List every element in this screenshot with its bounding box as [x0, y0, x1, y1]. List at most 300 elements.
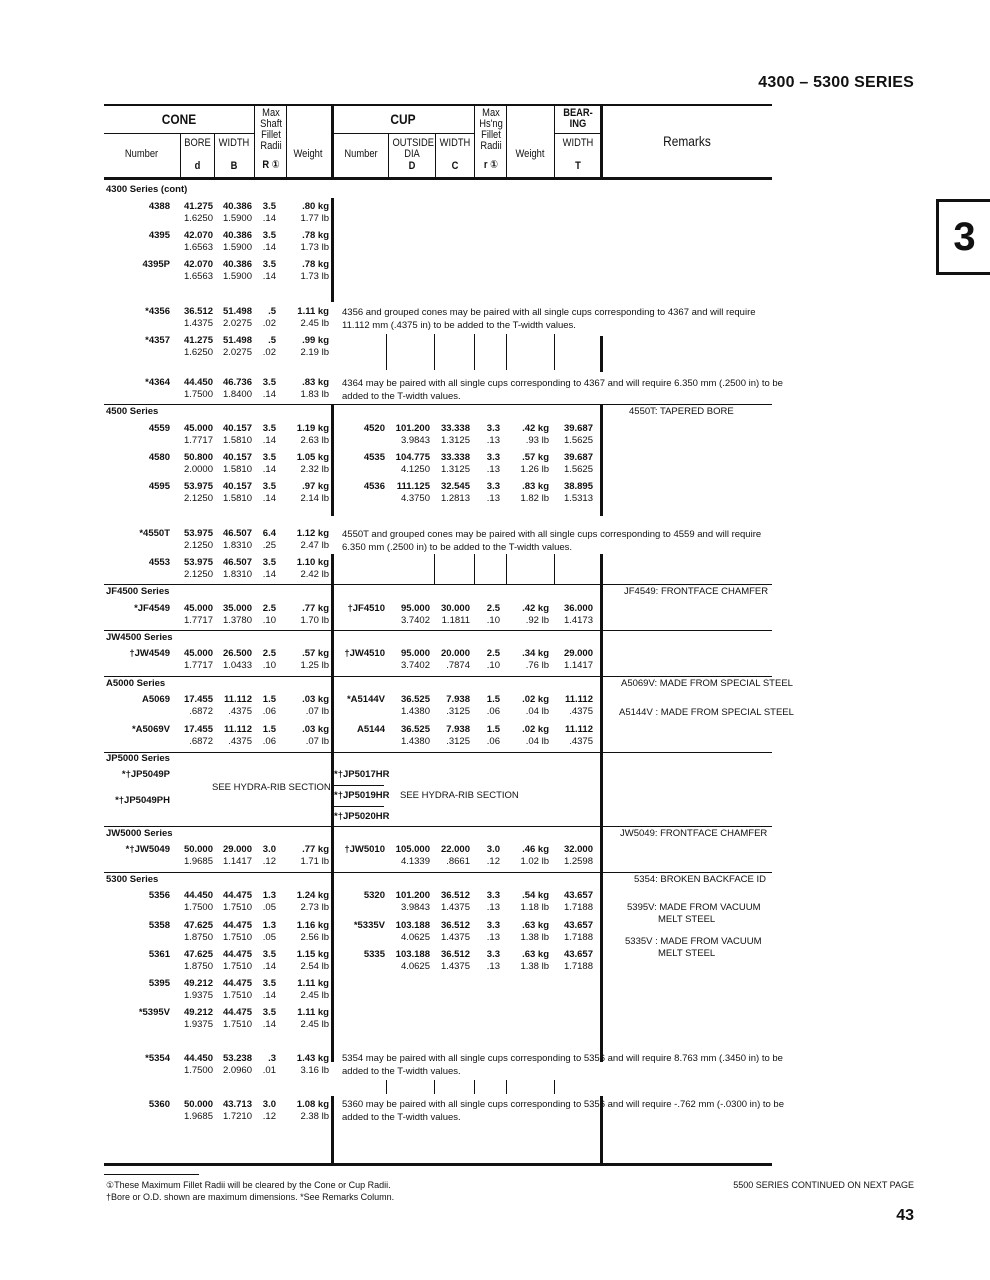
cone-r-metric: .5 [268, 306, 276, 317]
cone-cup-divider [331, 1096, 334, 1164]
cone-r-metric: 3.5 [262, 230, 276, 241]
bearing-heading: BEAR-ING [563, 107, 593, 130]
cup-w-imperial: .76 lb [525, 660, 549, 671]
cone-w-metric: 1.12 kg [296, 528, 329, 539]
cup-r-imperial: .10 [486, 615, 500, 626]
jp-cup-number: *†JP5019HR [334, 790, 390, 801]
cone-d-imperial: 1.7500 [183, 902, 213, 913]
continuation-tick [434, 554, 435, 584]
cone-w-imperial: 2.19 lb [300, 347, 329, 358]
cup-w-imperial: 1.38 lb [520, 961, 549, 972]
page-series-title: 4300 – 5300 SERIES [758, 74, 914, 91]
cone-d-imperial: 1.7500 [183, 1065, 213, 1076]
cone-r-imperial: .14 [262, 242, 276, 253]
cone-number: A5069 [142, 694, 170, 705]
cup-t-imperial: 1.1417 [563, 660, 593, 671]
cup-c-metric: 36.512 [440, 949, 470, 960]
cone-w-imperial: 2.42 lb [300, 569, 329, 580]
cone-b-metric: 44.475 [222, 949, 252, 960]
cup-d-imperial: 4.3750 [400, 493, 430, 504]
cone-b-imperial: 1.8400 [222, 389, 252, 400]
cone-d-metric: 17.455 [183, 724, 213, 735]
cup-w-imperial: 1.02 lb [520, 856, 549, 867]
jp-cup-number: *†JP5020HR [334, 811, 390, 822]
cup-c-metric: 36.512 [440, 920, 470, 931]
header-col-line [214, 133, 215, 177]
remark-text: 4550T: TAPERED BORE [629, 406, 734, 417]
continuation-tick [386, 334, 387, 370]
cup-d-metric: 101.200 [395, 890, 430, 901]
d-symbol: d [194, 160, 201, 172]
cone-header-rule [104, 133, 254, 134]
cup-r-imperial: .13 [486, 464, 500, 475]
cone-r-metric: 1.3 [262, 890, 276, 901]
cone-r-metric: 3.5 [262, 978, 276, 989]
cone-r-imperial: .10 [262, 615, 276, 626]
cone-b-metric: 26.500 [222, 648, 252, 659]
cup-w-metric: .02 kg [522, 724, 549, 735]
cup-c-imperial: 1.3125 [440, 435, 470, 446]
cone-b-metric: 46.507 [222, 528, 252, 539]
section-rule [104, 404, 772, 405]
cone-w-imperial: 1.73 lb [300, 271, 329, 282]
cup-d-metric: 36.525 [400, 724, 430, 735]
cone-b-metric: 11.112 [223, 724, 252, 735]
cone-number: *5395V [138, 1007, 170, 1018]
cup-t-metric: 29.000 [563, 648, 593, 659]
cone-number-heading: Number [124, 148, 159, 160]
cone-w-metric: 1.11 kg [297, 306, 329, 317]
cone-r-imperial: .14 [262, 435, 276, 446]
cone-w-imperial: 2.56 lb [300, 932, 329, 943]
cone-r-metric: 1.5 [262, 694, 276, 705]
cone-w-metric: .03 kg [302, 694, 329, 705]
cone-d-imperial: .6872 [189, 736, 213, 747]
cone-d-metric: 50.000 [183, 844, 213, 855]
cone-w-imperial: 1.77 lb [300, 213, 329, 224]
cone-number: 4595 [148, 481, 170, 492]
cone-number: *A5069V [131, 724, 170, 735]
section-title: JW4500 Series [106, 632, 173, 643]
cone-w-imperial: 2.54 lb [300, 961, 329, 972]
cone-r-imperial: .14 [262, 389, 276, 400]
cone-b-imperial: .4375 [228, 706, 252, 717]
cone-w-imperial: 1.83 lb [300, 389, 329, 400]
cone-b-imperial: .4375 [228, 736, 252, 747]
jp-cone-number: *†JP5049PH [115, 795, 170, 806]
cone-number: 4580 [148, 452, 170, 463]
pairing-note: 5354 may be paired with all single cups corresponding to 5356 and will require 8.763 mm (.3450 in) to be added to the T-width values. [342, 1053, 783, 1077]
cone-r-imperial: .02 [262, 347, 276, 358]
cup-t-metric: 36.000 [563, 603, 593, 614]
table-top-rule [104, 104, 772, 106]
cone-d-metric: 42.070 [183, 230, 213, 241]
cone-r-metric: 2.5 [262, 648, 276, 659]
cup-w-metric: .42 kg [522, 423, 549, 434]
cup-c-imperial: 1.4375 [440, 902, 470, 913]
cup-number: †JW4510 [344, 648, 385, 659]
remark-text: 5335V : MADE FROM VACUUM MELT STEEL [625, 936, 762, 959]
section-title: JW5000 Series [106, 828, 173, 839]
cup-w-metric: .42 kg [522, 603, 549, 614]
cone-d-imperial: 1.9685 [183, 1111, 213, 1122]
cup-t-metric: 39.687 [563, 452, 593, 463]
max-shaft-heading: Max Shaft Fillet Radii [260, 107, 282, 152]
continuation-tick [434, 1080, 435, 1094]
cone-r-metric: 1.5 [262, 724, 276, 735]
section-rule [104, 872, 772, 873]
cup-c-metric: 20.000 [440, 648, 470, 659]
cup-t-imperial: 1.2598 [563, 856, 593, 867]
cup-w-metric: .54 kg [522, 890, 549, 901]
cup-number: †JW5010 [344, 844, 385, 855]
cone-b-metric: 51.498 [222, 306, 252, 317]
cone-w-imperial: 1.73 lb [300, 242, 329, 253]
cup-t-metric: 39.687 [563, 423, 593, 434]
cone-b-imperial: 1.0433 [222, 660, 252, 671]
cup-w-metric: .34 kg [522, 648, 549, 659]
cup-t-imperial: 1.7188 [563, 961, 593, 972]
section-rule [104, 584, 772, 585]
cup-t-metric: 32.000 [563, 844, 593, 855]
remark-text: 5395V: MADE FROM VACUUM MELT STEEL [627, 902, 761, 925]
cone-r-imperial: .14 [262, 464, 276, 475]
hydra-rib-note: SEE HYDRA-RIB SECTION [400, 790, 519, 801]
cone-number: 4395 [148, 230, 170, 241]
cone-d-imperial: 1.7500 [183, 389, 213, 400]
cone-d-imperial: 1.6563 [183, 271, 213, 282]
cone-r-metric: 3.5 [262, 1007, 276, 1018]
cone-r-metric: 3.0 [262, 1099, 276, 1110]
cone-r-imperial: .14 [262, 990, 276, 1001]
cup-w-imperial: 1.38 lb [520, 932, 549, 943]
cup-c-metric: 30.000 [440, 603, 470, 614]
cone-b-imperial: 1.8310 [222, 569, 252, 580]
cone-d-metric: 47.625 [183, 949, 213, 960]
cone-d-imperial: 2.1250 [183, 493, 213, 504]
header-col-line [286, 104, 287, 177]
cup-c-imperial: .8661 [446, 856, 470, 867]
cone-d-imperial: 1.7717 [183, 615, 213, 626]
cone-d-imperial: 1.8750 [183, 932, 213, 943]
cone-number: 4388 [148, 201, 170, 212]
cone-r-imperial: .14 [262, 1019, 276, 1030]
footnote-rule [104, 1174, 199, 1175]
cone-b-metric: 44.475 [222, 1007, 252, 1018]
cone-w-metric: .97 kg [302, 481, 329, 492]
cone-b-imperial: 1.5810 [222, 435, 252, 446]
cup-r-imperial: .13 [486, 493, 500, 504]
cone-b-metric: 35.000 [222, 603, 252, 614]
cone-r-metric: 6.4 [262, 528, 276, 539]
cup-t-imperial: 1.5625 [563, 435, 593, 446]
r-symbol: r ① [483, 159, 499, 171]
cone-b-metric: 53.238 [222, 1053, 252, 1064]
cone-d-metric: 45.000 [183, 603, 213, 614]
cone-number: 5360 [148, 1099, 170, 1110]
cone-number: 4553 [148, 557, 170, 568]
cone-d-metric: 36.512 [183, 306, 213, 317]
cone-r-metric: 3.5 [262, 377, 276, 388]
header-col-line [254, 104, 255, 177]
cone-r-imperial: .14 [262, 271, 276, 282]
cone-b-metric: 40.157 [222, 423, 252, 434]
cone-d-metric: 53.975 [183, 481, 213, 492]
cup-c-metric: 22.000 [440, 844, 470, 855]
cone-d-metric: 44.450 [183, 890, 213, 901]
cone-w-imperial: 2.32 lb [300, 464, 329, 475]
cup-r-metric: 1.5 [486, 724, 500, 735]
cup-number: A5144 [357, 724, 385, 735]
cup-w-metric: .57 kg [522, 452, 549, 463]
cone-number: *4364 [145, 377, 170, 388]
cone-b-imperial: 1.7210 [222, 1111, 252, 1122]
cone-w-imperial: 2.38 lb [300, 1111, 329, 1122]
cone-width-heading: WIDTH [218, 137, 250, 149]
remarks-divider [600, 336, 603, 372]
cup-w-metric: .02 kg [522, 694, 549, 705]
continuation-tick [434, 334, 435, 370]
continuation-tick [554, 1080, 555, 1094]
cup-d-imperial: 1.4380 [400, 736, 430, 747]
cup-c-imperial: 1.1811 [441, 615, 470, 626]
cup-t-metric: 43.657 [563, 890, 593, 901]
cup-c-metric: 36.512 [440, 890, 470, 901]
cup-d-metric: 104.775 [395, 452, 430, 463]
cone-w-imperial: 2.45 lb [300, 1019, 329, 1030]
cone-d-imperial: 1.9685 [183, 856, 213, 867]
cone-d-imperial: .6872 [189, 706, 213, 717]
cone-w-metric: .03 kg [302, 724, 329, 735]
cone-number: 5361 [148, 949, 170, 960]
cone-w-imperial: 2.45 lb [300, 990, 329, 1001]
cone-number: *4550T [139, 528, 170, 539]
cone-b-metric: 46.507 [222, 557, 252, 568]
cone-w-metric: 1.10 kg [296, 557, 329, 568]
cup-r-metric: 1.5 [486, 694, 500, 705]
cone-b-metric: 11.112 [223, 694, 252, 705]
cone-w-metric: 1.16 kg [296, 920, 329, 931]
cup-r-metric: 2.5 [486, 648, 500, 659]
pairing-note: 5360 may be paired with all single cups corresponding to 5356 and will require -.762 mm (-.0300 in) to be added to the T-width values. [342, 1099, 784, 1123]
continuation-tick [554, 554, 555, 584]
section-rule [104, 630, 772, 631]
cone-d-imperial: 2.1250 [183, 540, 213, 551]
cone-w-imperial: 1.70 lb [300, 615, 329, 626]
R-symbol: R ① [262, 159, 280, 171]
cup-t-imperial: .4375 [569, 736, 593, 747]
cup-d-imperial: 3.9843 [400, 902, 430, 913]
cup-w-metric: .46 kg [522, 844, 549, 855]
jp-cup-rule [334, 785, 384, 786]
cone-w-metric: .80 kg [302, 201, 329, 212]
cup-t-metric: 43.657 [563, 949, 593, 960]
remarks-divider [600, 404, 603, 516]
outside-dia-heading: OUTSIDE DIA [392, 137, 435, 160]
cone-r-metric: 3.5 [262, 423, 276, 434]
cone-w-metric: .77 kg [302, 844, 329, 855]
section-rule [104, 752, 772, 753]
cone-b-metric: 44.475 [222, 978, 252, 989]
continuation-tick [506, 554, 507, 584]
cone-number: *4356 [145, 306, 170, 317]
cone-w-metric: 1.11 kg [297, 1007, 329, 1018]
cup-w-metric: .83 kg [522, 481, 549, 492]
cup-number: 4536 [363, 481, 385, 492]
remark-text: A5069V: MADE FROM SPECIAL STEEL [621, 678, 793, 689]
cup-r-metric: 3.0 [486, 844, 500, 855]
cone-w-imperial: 2.14 lb [300, 493, 329, 504]
cone-r-metric: 3.5 [262, 201, 276, 212]
header-col-line [554, 104, 555, 177]
cup-number: 5320 [363, 890, 385, 901]
jp-cone-number: *†JP5049P [121, 769, 170, 780]
cone-number: 4395P [142, 259, 170, 270]
cone-d-imperial: 2.0000 [183, 464, 213, 475]
header-col-line [331, 104, 334, 177]
section-tab-number: 3 [953, 214, 976, 259]
section-title: A5000 Series [106, 678, 166, 689]
cup-r-imperial: .12 [486, 856, 500, 867]
cone-w-metric: .83 kg [302, 377, 329, 388]
cone-d-imperial: 1.9375 [183, 1019, 213, 1030]
cone-r-imperial: .25 [262, 540, 276, 551]
cone-cup-divider [331, 198, 334, 302]
cup-t-imperial: 1.7188 [563, 902, 593, 913]
bearing-width-heading: WIDTH [562, 137, 594, 149]
cup-c-imperial: 1.4375 [440, 932, 470, 943]
cone-d-imperial: 1.8750 [183, 961, 213, 972]
continuation-tick [506, 334, 507, 370]
pairing-note: 4356 and grouped cones may be paired with all single cups corresponding to 4367 and will require 11.112 mm (.4375 in) to be added to the T-width values. [342, 307, 756, 331]
cone-b-imperial: 1.7510 [222, 961, 252, 972]
cone-number: 5358 [148, 920, 170, 931]
cup-t-metric: 43.657 [563, 920, 593, 931]
cup-r-metric: 3.3 [486, 423, 500, 434]
cup-header-rule [332, 133, 474, 134]
continuation-tick [474, 554, 475, 584]
cup-d-metric: 111.125 [396, 481, 430, 492]
cone-b-imperial: 2.0275 [222, 318, 252, 329]
cup-d-imperial: 4.0625 [400, 961, 430, 972]
cup-r-imperial: .13 [486, 902, 500, 913]
cone-b-imperial: 1.7510 [222, 932, 252, 943]
cone-r-metric: 3.5 [262, 259, 276, 270]
cup-weight-heading: Weight [515, 148, 545, 160]
header-col-line [506, 104, 507, 177]
cone-d-metric: 44.450 [183, 1053, 213, 1064]
cup-r-imperial: .13 [486, 435, 500, 446]
cone-w-imperial: 2.47 lb [300, 540, 329, 551]
header-bottom-rule [104, 177, 772, 180]
cup-t-imperial: 1.5625 [563, 464, 593, 475]
cone-b-metric: 46.736 [222, 377, 252, 388]
cone-number: *5354 [145, 1053, 170, 1064]
cup-r-imperial: .06 [486, 736, 500, 747]
cone-d-imperial: 1.7717 [183, 660, 213, 671]
cone-w-imperial: 2.63 lb [300, 435, 329, 446]
cup-number-heading: Number [344, 148, 378, 160]
cone-d-metric: 42.070 [183, 259, 213, 270]
cup-d-imperial: 3.7402 [400, 615, 430, 626]
cone-b-metric: 40.157 [222, 452, 252, 463]
cone-b-imperial: 1.3780 [222, 615, 252, 626]
cone-w-metric: .78 kg [302, 230, 329, 241]
cone-d-metric: 44.450 [183, 377, 213, 388]
cone-d-imperial: 1.6563 [183, 242, 213, 253]
cone-d-metric: 41.275 [183, 335, 213, 346]
cone-d-metric: 50.000 [183, 1099, 213, 1110]
cup-d-metric: 101.200 [395, 423, 430, 434]
cone-w-metric: 1.24 kg [296, 890, 329, 901]
bearing-header-rule [554, 133, 600, 134]
cone-d-metric: 53.975 [183, 557, 213, 568]
header-col-line [180, 133, 181, 177]
cup-d-metric: 103.188 [395, 949, 430, 960]
cone-number: †JW4549 [129, 648, 170, 659]
cone-number: 5356 [148, 890, 170, 901]
cone-w-imperial: 2.73 lb [300, 902, 329, 913]
cup-t-imperial: 1.4173 [563, 615, 593, 626]
cone-r-imperial: .06 [262, 706, 276, 717]
C-symbol: C [451, 160, 459, 172]
cone-d-imperial: 1.6250 [183, 213, 213, 224]
cone-weight-heading: Weight [293, 148, 323, 160]
cone-r-imperial: .14 [262, 213, 276, 224]
cone-r-imperial: .14 [262, 961, 276, 972]
cup-t-metric: 11.112 [564, 724, 593, 735]
table-bottom-rule [104, 1163, 772, 1166]
cup-number: *A5144V [346, 694, 385, 705]
cone-b-imperial: 1.5900 [222, 242, 252, 253]
cone-b-imperial: 1.5810 [222, 464, 252, 475]
cone-number: 4559 [148, 423, 170, 434]
cup-number: *5335V [353, 920, 385, 931]
cup-r-metric: 3.3 [486, 920, 500, 931]
cone-d-metric: 45.000 [183, 423, 213, 434]
B-symbol: B [230, 160, 238, 172]
cone-d-imperial: 1.9375 [183, 990, 213, 1001]
cup-t-metric: 11.112 [564, 694, 593, 705]
cup-heading: CUP [390, 111, 416, 127]
footnote: ①These Maximum Fillet Radii will be cleared by the Cone or Cup Radii. [106, 1180, 391, 1190]
cone-d-metric: 50.800 [183, 452, 213, 463]
cone-r-imperial: .05 [262, 902, 276, 913]
page-number: 43 [896, 1207, 914, 1224]
cup-r-metric: 3.3 [486, 949, 500, 960]
cup-w-imperial: .92 lb [525, 615, 549, 626]
cup-w-imperial: .93 lb [525, 435, 549, 446]
cone-b-metric: 40.386 [222, 201, 252, 212]
cone-w-metric: .77 kg [302, 603, 329, 614]
cone-d-metric: 53.975 [183, 528, 213, 539]
cone-b-metric: 40.386 [222, 230, 252, 241]
cone-b-metric: 51.498 [222, 335, 252, 346]
cup-w-imperial: 1.26 lb [520, 464, 549, 475]
section-title: JP5000 Series [106, 753, 170, 764]
cone-r-imperial: .10 [262, 660, 276, 671]
cone-d-metric: 45.000 [183, 648, 213, 659]
cup-r-metric: 3.3 [486, 452, 500, 463]
cone-w-imperial: .07 lb [305, 736, 329, 747]
cup-r-imperial: .13 [486, 961, 500, 972]
cup-d-metric: 95.000 [400, 648, 430, 659]
cone-b-imperial: 1.7510 [222, 1019, 252, 1030]
cup-t-imperial: .4375 [569, 706, 593, 717]
cone-d-imperial: 1.4375 [183, 318, 213, 329]
cone-b-imperial: 2.0960 [222, 1065, 252, 1076]
cone-w-imperial: 1.25 lb [300, 660, 329, 671]
